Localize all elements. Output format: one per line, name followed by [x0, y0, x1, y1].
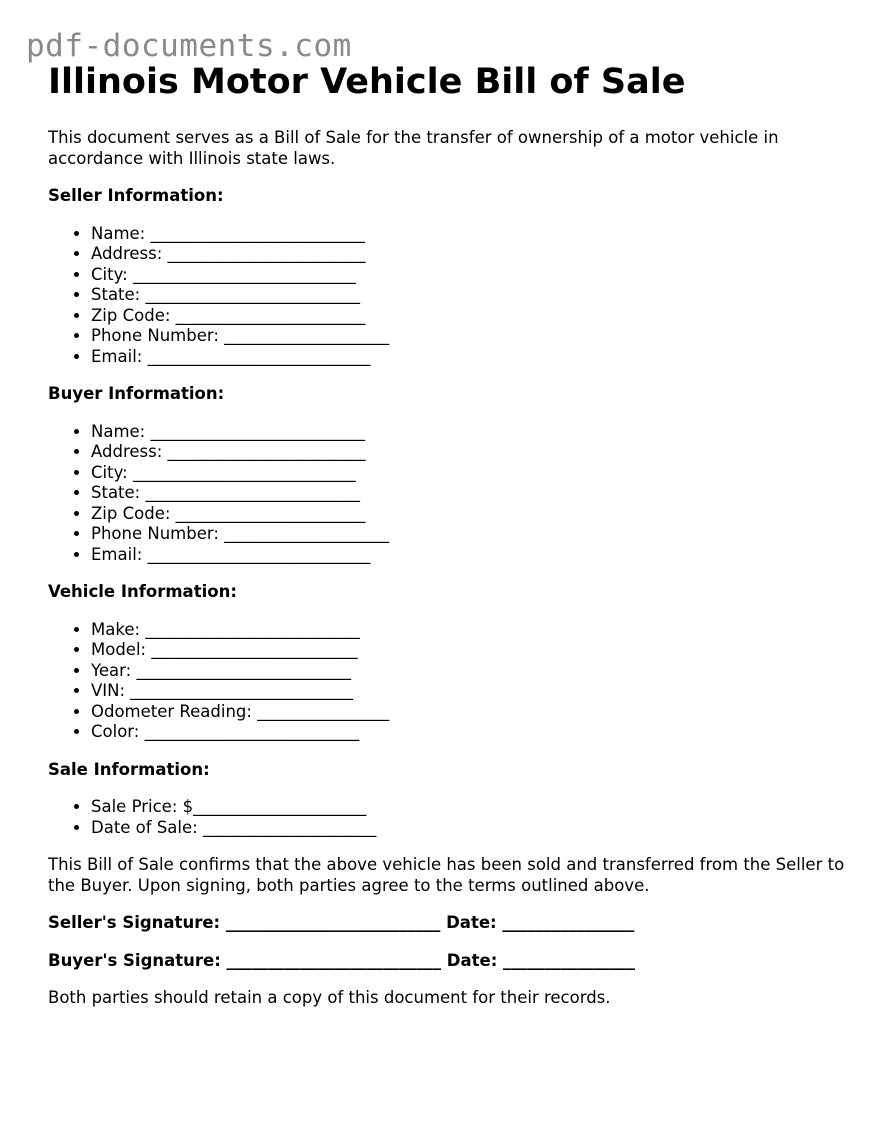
vehicle-odometer-field[interactable]: • Odometer Reading: ________________	[91, 702, 848, 723]
buyer-zip-field[interactable]: • Zip Code: _______________________	[91, 504, 848, 525]
buyer-email-field[interactable]: • Email: ___________________________	[91, 545, 848, 566]
seller-section-heading: Seller Information:	[48, 186, 224, 205]
vehicle-vin-field[interactable]: • VIN: ___________________________	[91, 681, 848, 702]
buyer-city-field[interactable]: • City: ___________________________	[91, 463, 848, 484]
sale-field-list	[48, 797, 848, 838]
buyer-field-list	[48, 422, 848, 566]
vehicle-model-field[interactable]: • Model: _________________________	[91, 640, 848, 661]
seller-state-field[interactable]: • State: __________________________	[91, 285, 848, 306]
seller-address-field[interactable]: • Address: ________________________	[91, 244, 848, 265]
page-title: Illinois Motor Vehicle Bill of Sale	[48, 62, 686, 102]
buyer-address-field[interactable]: • Address: ________________________	[91, 442, 848, 463]
sale-date-field[interactable]: • Date of Sale: _____________________	[91, 818, 848, 839]
buyer-state-field[interactable]: • State: __________________________	[91, 483, 848, 504]
seller-zip-field[interactable]: • Zip Code: _______________________	[91, 306, 848, 327]
seller-city-field[interactable]: • City: ___________________________	[91, 265, 848, 286]
retain-copy-note: Both parties should retain a copy of this document for their records.	[48, 988, 611, 1007]
seller-name-field[interactable]: • Name: __________________________	[91, 224, 848, 245]
vehicle-make-field[interactable]: • Make: __________________________	[91, 620, 848, 641]
sale-price-field[interactable]: • Sale Price: $_____________________	[91, 797, 848, 818]
buyer-phone-field[interactable]: • Phone Number: ____________________	[91, 524, 848, 545]
buyer-name-field[interactable]: • Name: __________________________	[91, 422, 848, 443]
sale-section-heading: Sale Information:	[48, 759, 210, 779]
watermark-text: pdf-documents.com	[26, 28, 352, 64]
document-body	[48, 60, 848, 1009]
buyer-section-heading: Buyer Information:	[48, 384, 225, 403]
seller-field-list	[48, 224, 848, 368]
seller-email-field[interactable]: • Email: ___________________________	[91, 347, 848, 368]
seller-signature-line[interactable]: Seller's Signature: __________________________ Date: ________________	[48, 913, 635, 932]
vehicle-field-list	[48, 620, 848, 743]
intro-paragraph: This document serves as a Bill of Sale for the transfer of ownership of a motor vehicle in accordance with Illinois state laws.	[48, 128, 779, 168]
seller-phone-field[interactable]: • Phone Number: ____________________	[91, 326, 848, 347]
vehicle-color-field[interactable]: • Color: __________________________	[91, 722, 848, 743]
vehicle-year-field[interactable]: • Year: __________________________	[91, 661, 848, 682]
closing-paragraph: This Bill of Sale confirms that the above vehicle has been sold and transferred from the Seller to the Buyer. Upon signing, both parties agree to the terms outlined above.	[48, 855, 845, 895]
buyer-signature-line[interactable]: Buyer's Signature: __________________________ Date: ________________	[48, 950, 636, 970]
vehicle-section-heading: Vehicle Information:	[48, 582, 237, 601]
